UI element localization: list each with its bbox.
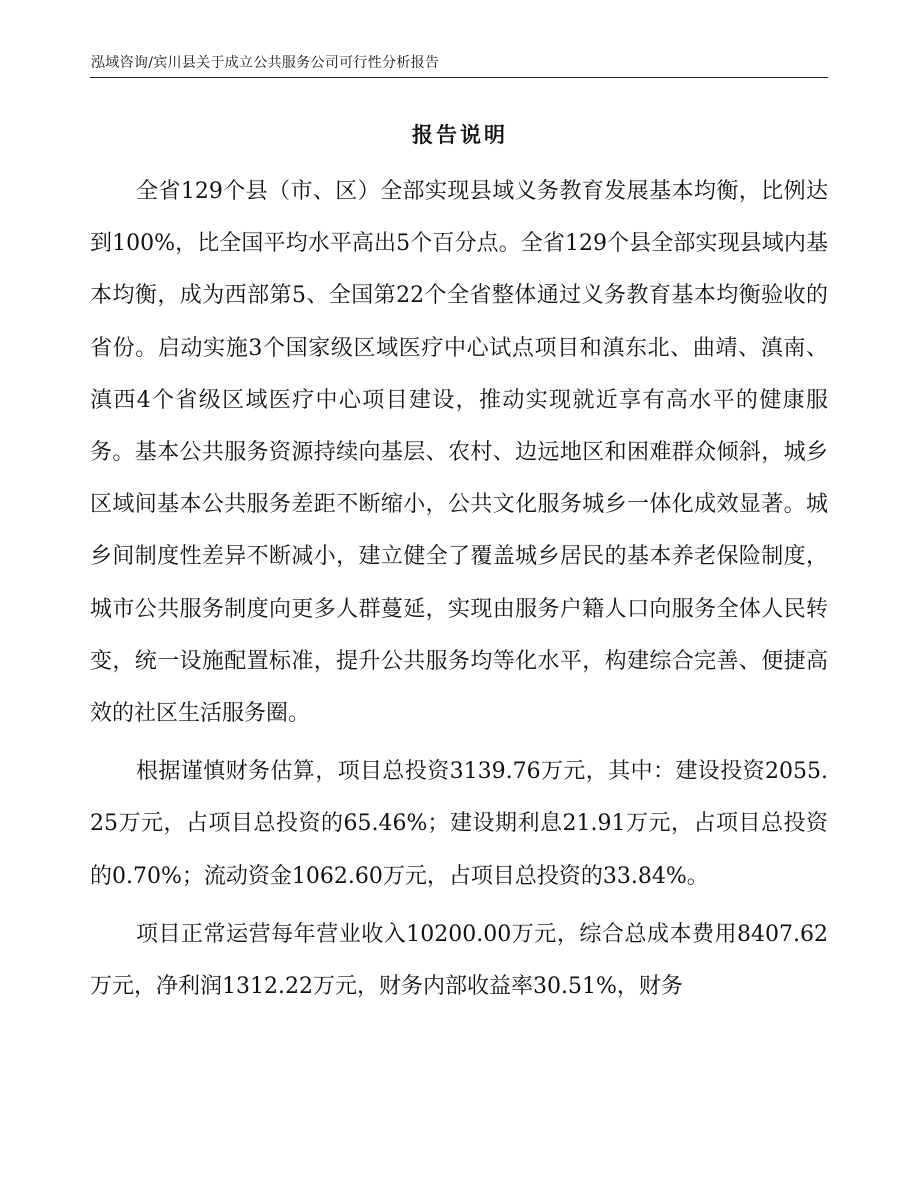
- running-header: 泓域咨询/宾川县关于成立公共服务公司可行性分析报告: [91, 55, 440, 71]
- header-divider: [90, 77, 828, 78]
- paragraph-public-services: 全省129个县（市、区）全部实现县域义务教育发展基本均衡，比例达到100%，比全国平均水平高出5个百分点。全省129个县全部实现县域内基本均衡，成为西部第5、全国第22个全省整体通过义务教育基本均衡验收的省份。启动实施3个国家级区域医疗中心试点项目和滇东北、曲靖、滇南、滇西4个省级区域医疗中心项目建设，推动实现就近享有高水平的健康服务。基本公共服务资源持续向基层、农村、边远地区和困难群众倾斜，城乡区域间基本公共服务差距不断缩小，公共文化服务城乡一体化成效显著。城乡间制度性差异不断减小，建立健全了覆盖城乡居民的基本养老保险制度，城市公共服务制度向更多人群蔓延，实现由服务户籍人口向服务全体人民转变，统一设施配置标准，提升公共服务均等化水平，构建综合完善、便捷高效的社区生活服务圈。: [90, 179, 828, 727]
- paragraph-investment-estimate: 根据谨慎财务估算，项目总投资3139.76万元，其中：建设投资2055.25万元，占项目总投资的65.46%；建设期利息21.91万元，占项目总投资的0.70%；流动资金1062.60万元，占项目总投资的33.84%。: [90, 759, 828, 889]
- report-body: [90, 166, 828, 1013]
- section-title: 报告说明: [412, 122, 508, 147]
- paragraph-operating-revenue: 项目正常运营每年营业收入10200.00万元，综合总成本费用8407.62万元，净利润1312.22万元，财务内部收益率30.51%，财务: [90, 921, 828, 1000]
